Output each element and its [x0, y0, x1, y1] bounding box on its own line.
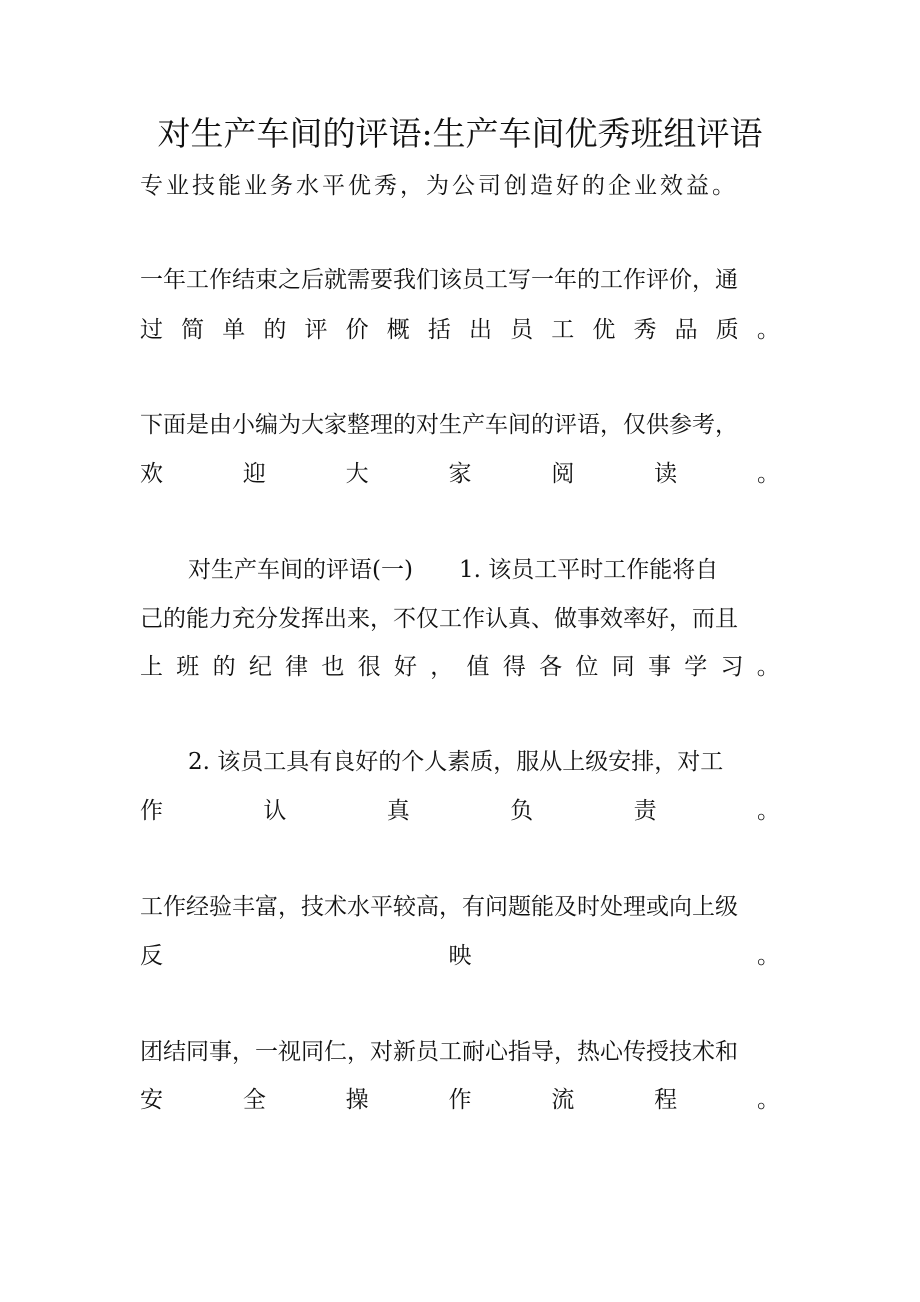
document-title: 对生产车间的评语:生产车间优秀班组评语 [157, 114, 763, 153]
justified-char: 。 [756, 798, 780, 824]
paragraph-5-line-2 [140, 795, 780, 827]
justified-char: ， [430, 654, 454, 680]
justified-char: 出 [469, 317, 492, 343]
justified-char: 秀 [633, 317, 657, 343]
justified-char: 。 [756, 654, 780, 680]
paragraph-7-line-2 [140, 1084, 780, 1116]
justified-char: 操 [345, 1087, 369, 1113]
justified-char: 真 [386, 798, 410, 824]
justified-char: 价 [345, 317, 369, 343]
justified-char: 作 [140, 798, 163, 824]
justified-char: 。 [756, 317, 780, 343]
justified-char: 值 [466, 654, 490, 680]
justified-char: 事 [647, 654, 671, 680]
justified-char: 习 [720, 654, 744, 680]
justified-char: 负 [510, 798, 534, 824]
paragraph-2-line-2 [140, 314, 780, 346]
justified-char: 责 [633, 798, 657, 824]
justified-char: 评 [304, 317, 328, 343]
justified-char: 位 [575, 654, 599, 680]
paragraph-4-line-3 [140, 651, 780, 683]
justified-char: 学 [684, 654, 708, 680]
paragraph-6-line-1: 工作经验丰富，技术水平较高，有问题能及时处理或向上级 [140, 894, 738, 920]
paragraph-7-line-1: 团结同事，一视同仁，对新员工耐心指导，热心传授技术和 [140, 1039, 738, 1065]
justified-char: 过 [140, 317, 163, 343]
justified-char: 映 [448, 943, 472, 969]
justified-char: 阅 [551, 461, 575, 487]
justified-char: 律 [285, 654, 309, 680]
paragraph-2-line-1: 一年工作结束之后就需要我们该员工写一年的工作评价，通 [140, 267, 738, 293]
justified-char: 作 [448, 1087, 472, 1113]
justified-char: 品 [674, 317, 698, 343]
paragraph-4-line-1: 对生产车间的评语(一) 1. 该员工平时工作能将自 [188, 557, 719, 583]
justified-char: 质 [715, 317, 739, 343]
justified-char: 反 [140, 943, 163, 969]
justified-char: 上 [140, 654, 163, 680]
justified-char: 程 [654, 1087, 678, 1113]
justified-char: 的 [263, 317, 287, 343]
justified-char: 全 [242, 1087, 266, 1113]
justified-char: 单 [222, 317, 246, 343]
justified-char: 括 [427, 317, 451, 343]
justified-char: 安 [140, 1087, 163, 1113]
justified-char: 认 [263, 798, 287, 824]
justified-char: 。 [756, 1087, 780, 1113]
justified-char: 家 [448, 461, 472, 487]
paragraph-4-line-2: 己的能力充分发挥出来，不仅工作认真、做事效率好，而且 [140, 606, 738, 632]
justified-char: 各 [539, 654, 563, 680]
justified-char: 好 [393, 654, 417, 680]
justified-char: 也 [321, 654, 345, 680]
justified-char: 概 [386, 317, 410, 343]
justified-char: 班 [176, 654, 200, 680]
justified-char: 迎 [242, 461, 266, 487]
justified-char: 欢 [140, 461, 163, 487]
justified-char: 同 [611, 654, 635, 680]
justified-char: 流 [551, 1087, 575, 1113]
justified-char: 优 [592, 317, 616, 343]
justified-char: 的 [212, 654, 236, 680]
justified-char: 纪 [248, 654, 272, 680]
paragraph-5-line-1: 2. 该员工具有良好的个人素质，服从上级安排，对工 [188, 749, 724, 775]
justified-char: 简 [181, 317, 205, 343]
justified-char: 读 [654, 461, 678, 487]
paragraph-1-line-1: 专业技能业务水平优秀，为公司创造好的企业效益。 [140, 173, 738, 199]
justified-char: 大 [345, 461, 369, 487]
justified-char: 。 [756, 461, 780, 487]
paragraph-6-line-2 [140, 940, 780, 972]
paragraph-3-line-1: 下面是由小编为大家整理的对生产车间的评语，仅供参考， [140, 412, 738, 438]
justified-char: 。 [757, 943, 780, 969]
justified-char: 很 [357, 654, 381, 680]
justified-char: 员 [510, 317, 534, 343]
justified-char: 得 [502, 654, 526, 680]
paragraph-3-line-2 [140, 458, 780, 490]
justified-char: 工 [551, 317, 575, 343]
